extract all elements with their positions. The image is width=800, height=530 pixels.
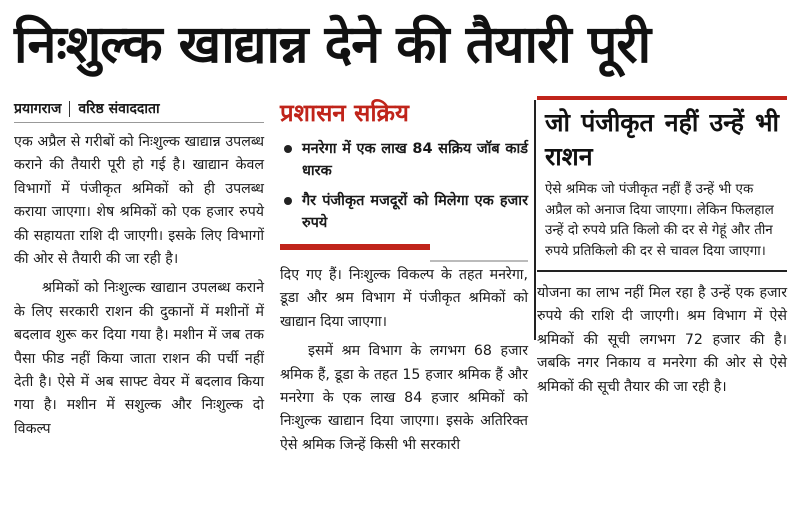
highlight-text: गैर पंजीकृत मजदूरों को मिलेगा एक हजार रुपये	[302, 193, 528, 231]
dateline-separator	[69, 101, 70, 117]
highlights-list	[280, 138, 528, 234]
article-paragraph: योजना का लाभ नहीं मिल रहा है उन्हें एक हजार रुपये की राशि दी जाएगी। श्रम विभाग में ऐसे श्रमिकों की सूची लगभग 72 हजार की है। जबकि नगर निकाय व मनरेगा की ओर से ऐसे श्रमिकों की सूची तैयार की जा रही है।	[537, 285, 787, 395]
article-column-1	[14, 96, 264, 447]
box-left-border	[534, 100, 536, 340]
dateline-reporter: वरिष्ठ संवाददाता	[78, 101, 160, 117]
article-column-3	[537, 96, 787, 405]
dateline	[14, 96, 264, 122]
sidebar-box	[537, 96, 787, 272]
box-title: जो पंजीकृत नहीं उन्हें भी राशन	[545, 108, 779, 171]
highlight-item	[280, 190, 528, 234]
bullet-dot-icon	[284, 145, 292, 153]
highlight-text: मनरेगा में एक लाख 84 सक्रिय जॉब कार्ड धारक	[302, 141, 528, 179]
article-paragraph: इसमें श्रम विभाग के लगभग 68 हजार श्रमिक हैं, डूडा के तहत 15 हजार श्रमिक हैं और मनरेगा के एक लाख 84 हजार श्रमिकों को निःशुल्क खाद्यान दिया जाएगा। इसके अतिरिक्त ऐसे श्रमिक जिन्हें किसी भी सरकारी	[280, 343, 528, 453]
headline: निःशुल्क खाद्यान्न देने की तैयारी पूरी	[14, 15, 651, 75]
dateline-rule	[14, 122, 264, 123]
article-paragraph: श्रमिकों को निःशुल्क खाद्यान उपलब्ध कराने के लिए सरकारी राशन की दुकानों में मशीनों में बदलाव शुरू कर दिया गया है। मशीन में जब तक पैसा फीड नहीं किया जाता राशन की पर्ची नहीं देती है। ऐसे में अब साफ्ट वेयर में बदलाव किया गया है। मशीन में सशुल्क और निःशुल्क दो विकल्प	[14, 280, 264, 437]
bullet-dot-icon	[284, 197, 292, 205]
dateline-place: प्रयागराज	[14, 101, 62, 117]
accent-rule	[280, 244, 430, 250]
article-paragraph: दिए गए हैं। निःशुल्क विकल्प के तहत मनरेगा, डूडा और श्रम विभाग में पंजीकृत श्रमिकों को खाद्यान दिया जाएगा।	[280, 267, 528, 330]
box-body: ऐसे श्रमिक जो पंजीकृत नहीं हैं उन्हें भी एक अप्रैल को अनाज दिया जाएगा। लेकिन फिलहाल उन्हें दो रुपये प्रति किलो की दर से गेहूं और तीन रुपये प्रतिकिलो की दर से चावल दिया जाएगा।	[545, 182, 774, 259]
article-column-2	[280, 96, 528, 463]
section-subhead: प्रशासन सक्रिय	[280, 99, 409, 127]
divider-rule	[430, 260, 528, 262]
article-paragraph: एक अप्रैल से गरीबों को निःशुल्क खाद्यान्न उपलब्ध कराने की तैयारी पूरी हो गई है। खाद्यान केवल विभागों में पंजीकृत श्रमिकों को ही उपलब्ध कराया जाएगा। शेष श्रमिकों को एक हजार रुपये की सहायता राशि दी जाएगी। इसके लिए विभागों की ओर से तैयारी की जा रही है।	[14, 134, 264, 268]
highlight-item	[280, 138, 528, 182]
